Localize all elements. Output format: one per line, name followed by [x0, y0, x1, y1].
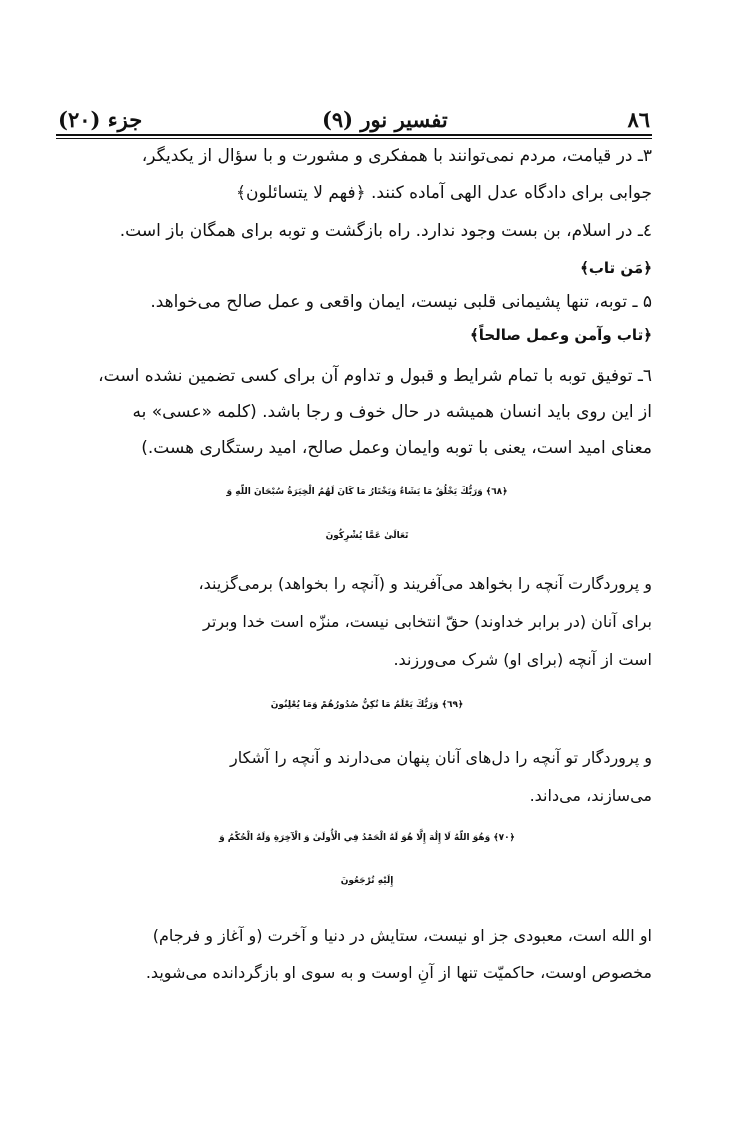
verse-70-line-1: ﴿٧٠﴾ وَهُوَ اللّهُ لَا إِلَٰهَ إِلَّا هُوَ لَهُ الْحَمْدُ فِي الْأُولَىٰ وَ الْآخِرَةِ وَلَهُ الْحُكْمُ وَ: [219, 833, 515, 843]
verse-68-line-1: ﴿٦٨﴾ وَرَبُّكَ يَخْلُقُ مَا يَشَاءُ وَيَخْتَارُ مَا كَانَ لَهُمُ الْخِيَرَةُ سُبْحَانَ اللّهِ وَ: [226, 487, 508, 497]
verse-70-line-2: إِلَيْهِ تُرْجَعُونَ: [340, 876, 394, 886]
page-number: ۸٦: [627, 107, 650, 132]
point-5-line-1: ۵ ـ توبه، تنها پشیمانی قلبی نیست، ایمان واقعی و عمل صالح می‌خواهد.: [150, 292, 652, 312]
running-header: [58, 92, 650, 132]
verse-69-line-1: ﴿٦٩﴾ وَرَبُّكَ يَعْلَمُ مَا تُكِنُّ صُدُورُهُمْ وَمَا يُعْلِنُونَ: [270, 700, 464, 710]
verse-69-translation-2: می‌سازند، می‌داند.: [529, 786, 652, 805]
point-6-line-3: معنای امید است، یعنی با توبه وایمان وعمل صالح، امید رستگاری هست.): [141, 438, 652, 458]
verse-68-translation-3: است از آنچه (برای او) شرک می‌ورزند.: [393, 650, 652, 669]
verse-68-translation-1: و پروردگارت آنچه را بخواهد می‌آفریند و (آنچه را بخواهد) برمی‌گزیند،: [198, 574, 652, 593]
verse-68-translation-2: برای آنان (در برابر خداوند) حقّ انتخابی نیست، منزّه است خدا وبرتر: [203, 612, 652, 631]
point-6-line-1: ٦ـ توفیق توبه با تمام شرایط و قبول و تداوم آن برای کسی تضمین نشده است،: [98, 366, 652, 386]
book-title: تفسیر نور (۹): [321, 107, 448, 132]
point-4-line-1: ٤ـ در اسلام، بن بست وجود ندارد. راه بازگشت و توبه برای همگان باز است.: [119, 221, 652, 241]
point-3-line-2: جوابی برای دادگاه عدل الهی آماده کنند. ﴿فهم لا یتسائلون﴾: [236, 183, 652, 203]
verse-70-translation-1: او الله است، معبودی جز او نیست، ستایش در دنیا و آخرت (و آغاز و فرجام): [152, 926, 652, 945]
header-rule: [56, 134, 652, 139]
verse-69-translation-1: و پروردگار تو آنچه را دل‌های آنان پنهان می‌دارند و آنچه را آشکار: [230, 748, 652, 767]
point-6-line-2: از این روی باید انسان همیشه در حال خوف و رجا باشد. (کلمه «عسی» به: [132, 402, 652, 422]
part-label: جزء (۲۰): [58, 107, 143, 132]
point-3-line-1: ۳ـ در قیامت، مردم نمی‌توانند با همفکری و مشورت و با سؤال از یکدیگر،: [141, 146, 652, 166]
point-4-tag: ﴿مَن تاب﴾: [580, 259, 652, 277]
point-5-tag: ﴿تاب وآمن وعمل صالحاً﴾: [469, 326, 652, 344]
verse-68-line-2: تَعَالَىٰ عَمَّا يُشْرِكُونَ: [325, 531, 409, 541]
verse-70-translation-2: مخصوص اوست، حاکمیّت تنها از آنِ اوست و به سوی او بازگردانده می‌شوید.: [145, 963, 652, 982]
